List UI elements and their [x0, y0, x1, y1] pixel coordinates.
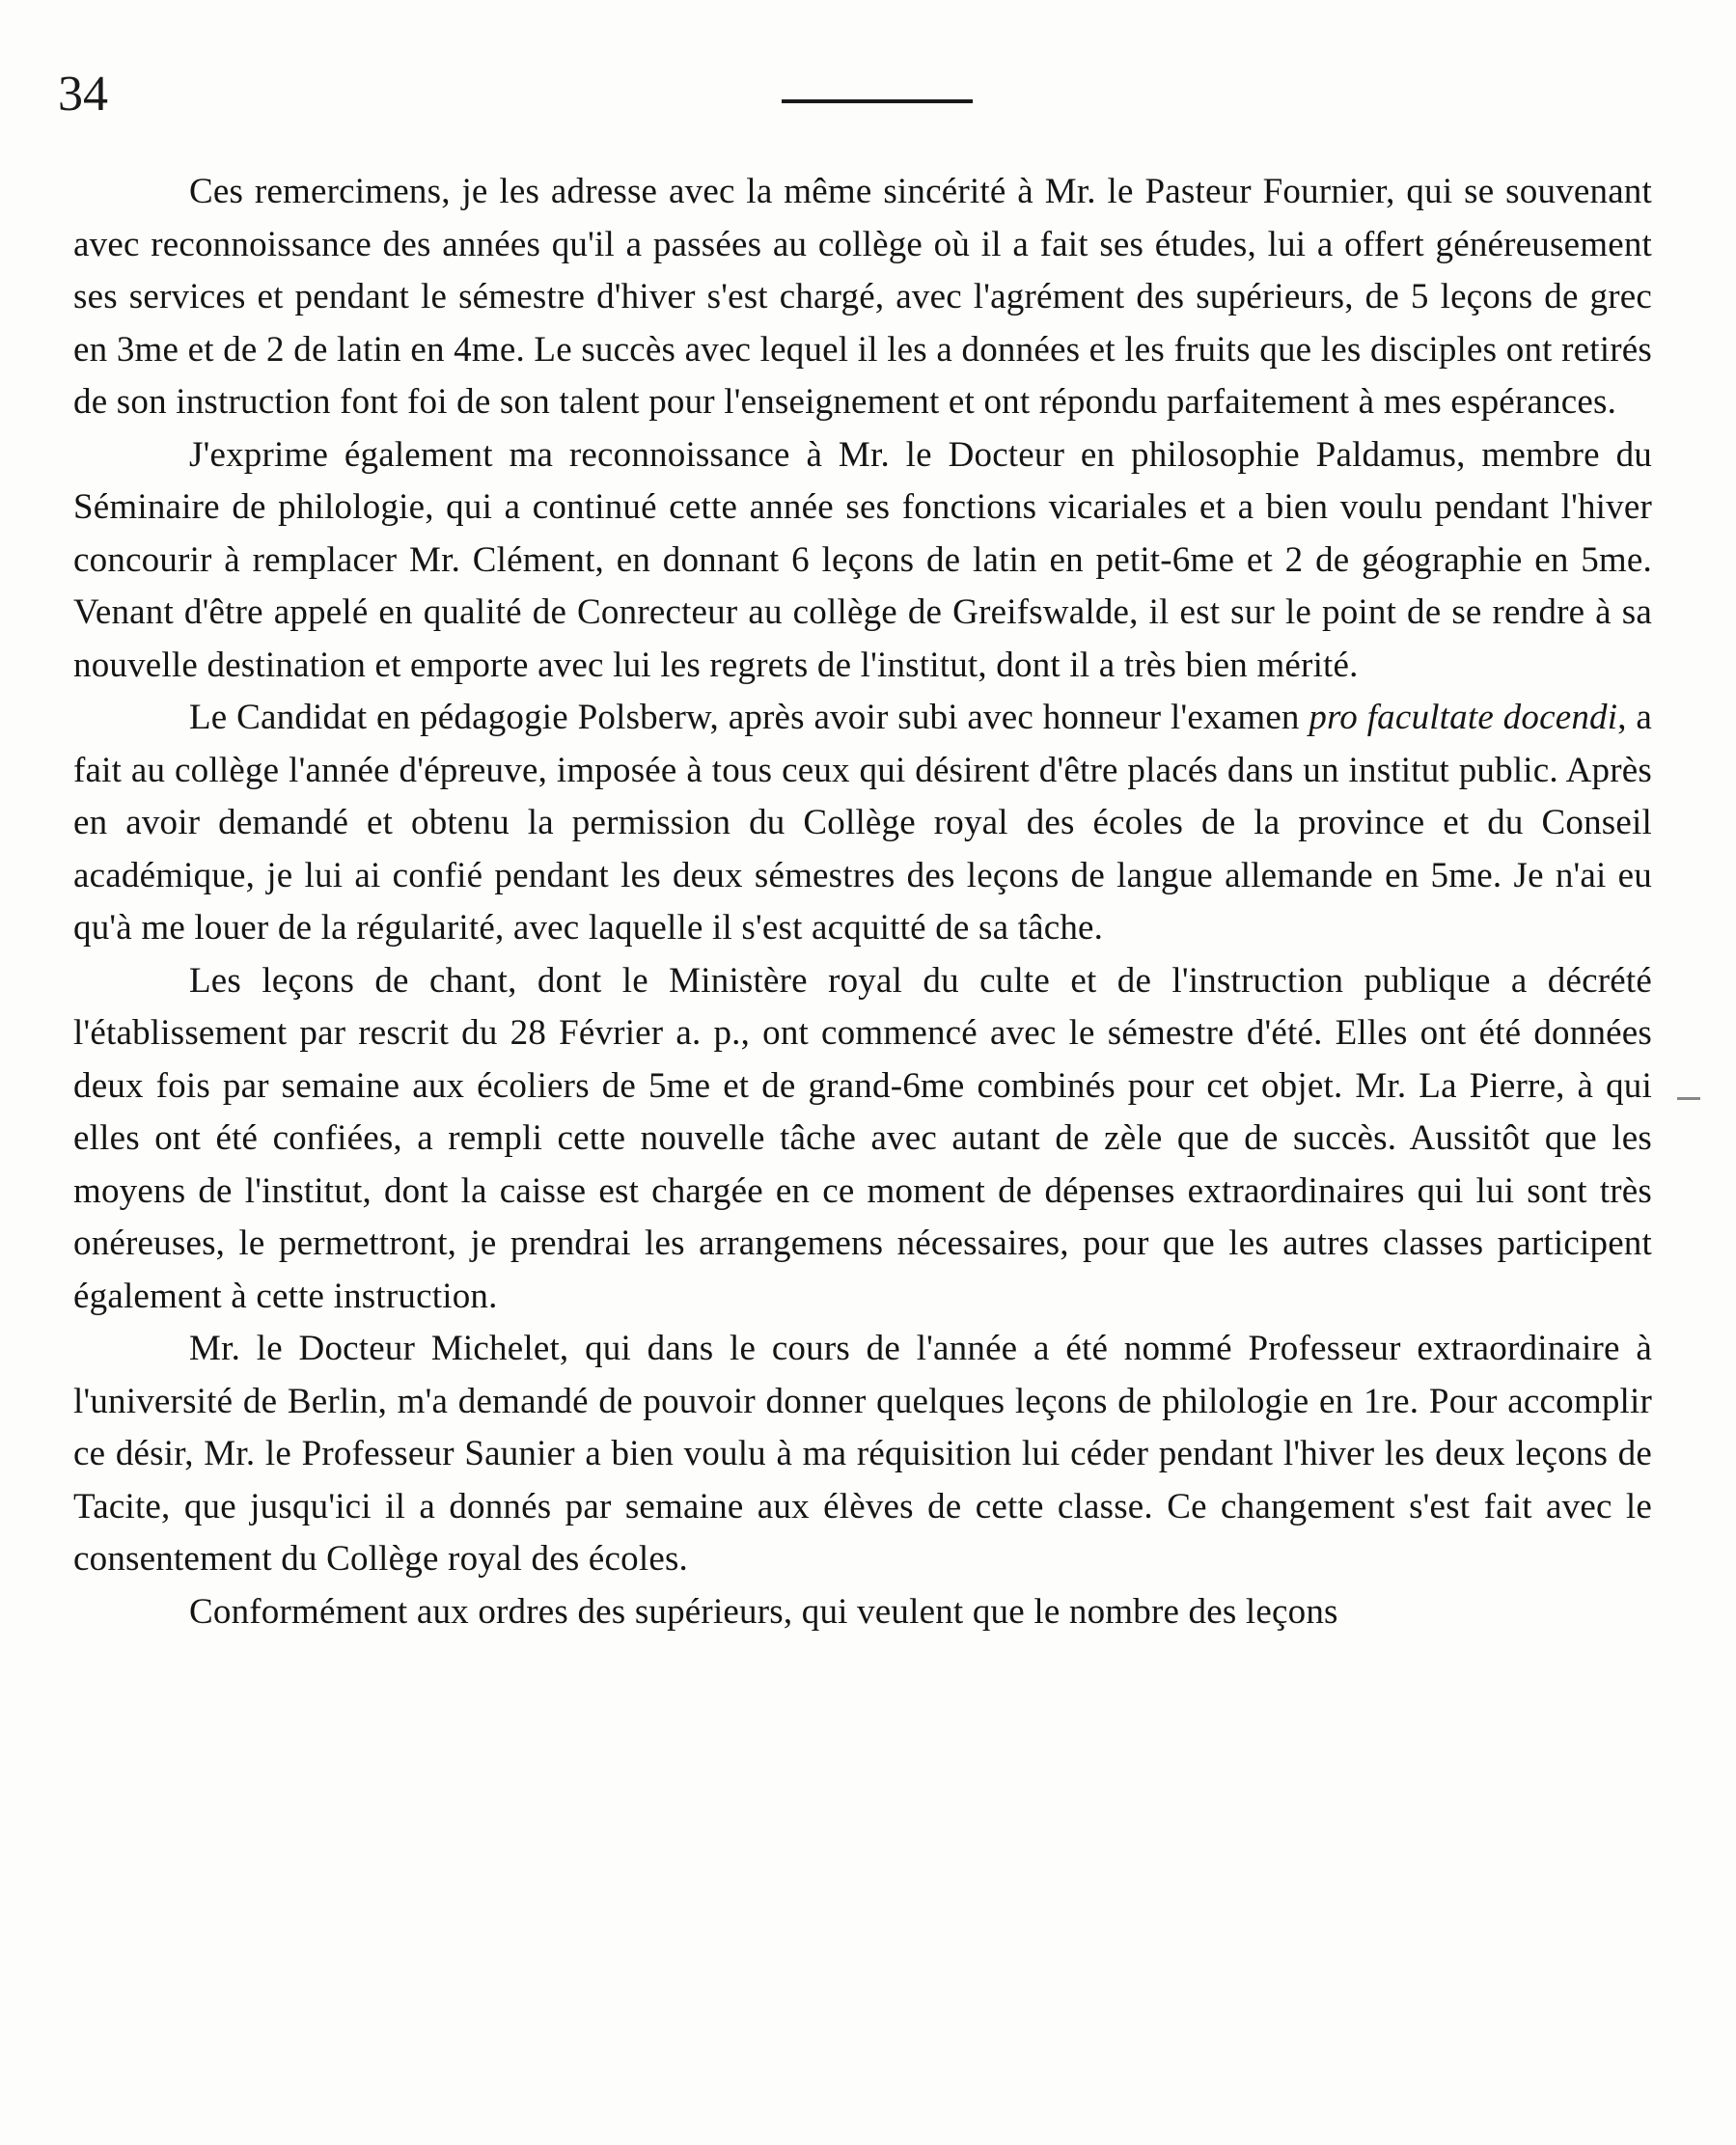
- paragraph-3-start: Le Candidat en pédagogie Polsberw, après avoir subi avec honneur l'examen: [189, 698, 1309, 737]
- paragraph-2: J'exprime également ma reconnoissance à Mr. le Docteur en philosophie Paldamus, membre du Séminaire de philologie, qui a continué cette année ses fonctions vicariales et a bien voulu pendant l'hiver concourir à remplacer Mr. Clément, en donnant 6 leçons de latin en petit-6me et 2 de géographie en 5me. Venant d'être appelé en qualité de Conrecteur au collège de Greifswalde, il est sur le point de se rendre à sa nouvelle destination et emporte avec lui les regrets de l'institut, dont il a très bien mérité.: [73, 434, 1652, 685]
- page-number: 34: [58, 67, 108, 122]
- italic-phrase: pro facultate docendi: [1309, 698, 1618, 737]
- paragraph-3-end: , a fait au collège l'année d'épreuve, imposée à tous ceux qui désirent d'être placés dans un institut public. Après en avoir demandé et obtenu la permission du Collège royal des écoles de la province et du Conseil académique, je lui ai confié pendant les deux sémestres des leçons de langue allemande en 5me. Je n'ai eu qu'à me louer de la régularité, avec laquelle il s'est acquitté de sa tâche.: [73, 698, 1652, 948]
- paragraph-3: [73, 692, 1652, 955]
- paragraph-6: Conformément aux ordres des supérieurs, qui veulent que le nombre des leçons: [189, 1591, 1338, 1632]
- body-text: [73, 166, 1652, 1638]
- header-rule: [782, 99, 973, 103]
- paragraph-4: Les leçons de chant, dont le Ministère royal du culte et de l'instruction publique a décrété l'établissement par rescrit du 28 Février a. p., ont commencé avec le sémestre d'été. Elles ont été données deux fois par semaine aux écoliers de 5me et de grand-6me combinés pour cet objet. Mr. La Pierre, à qui elles ont été confiées, a rempli cette nouvelle tâche avec autant de zèle que de succès. Aussitôt que les moyens de l'institut, dont la caisse est chargée en ce moment de dépenses extraordinaires qui lui sont très onéreuses, le permettront, je prendrai les arrangemens nécessaires, pour que les autres classes participent également à cette instruction.: [73, 960, 1652, 1316]
- margin-mark: [1677, 1097, 1700, 1100]
- paragraph-5: Mr. le Docteur Michelet, qui dans le cours de l'année a été nommé Professeur extraordinaire à l'université de Berlin, m'a demandé de pouvoir donner quelques leçons de philologie en 1re. Pour accomplir ce désir, Mr. le Professeur Saunier a bien voulu à ma réquisition lui céder pendant l'hiver les deux leçons de Tacite, que jusqu'ici il a donnés par semaine aux élèves de cette classe. Ce changement s'est fait avec le consentement du Collège royal des écoles.: [73, 1329, 1652, 1579]
- paragraph-1: Ces remercimens, je les adresse avec la même sincérité à Mr. le Pasteur Fournier, qui se souvenant avec reconnoissance des années qu'il a passées au collège où il a fait ses études, lui a offert généreusement ses services et pendant le sémestre d'hiver s'est chargé, avec l'agrément des supérieurs, de 5 leçons de grec en 3me et de 2 de latin en 4me. Le succès avec lequel il les a données et les fruits que les disciples ont retirés de son instruction font foi de son talent pour l'enseignement et ont répondu parfaitement à mes espérances.: [73, 172, 1652, 422]
